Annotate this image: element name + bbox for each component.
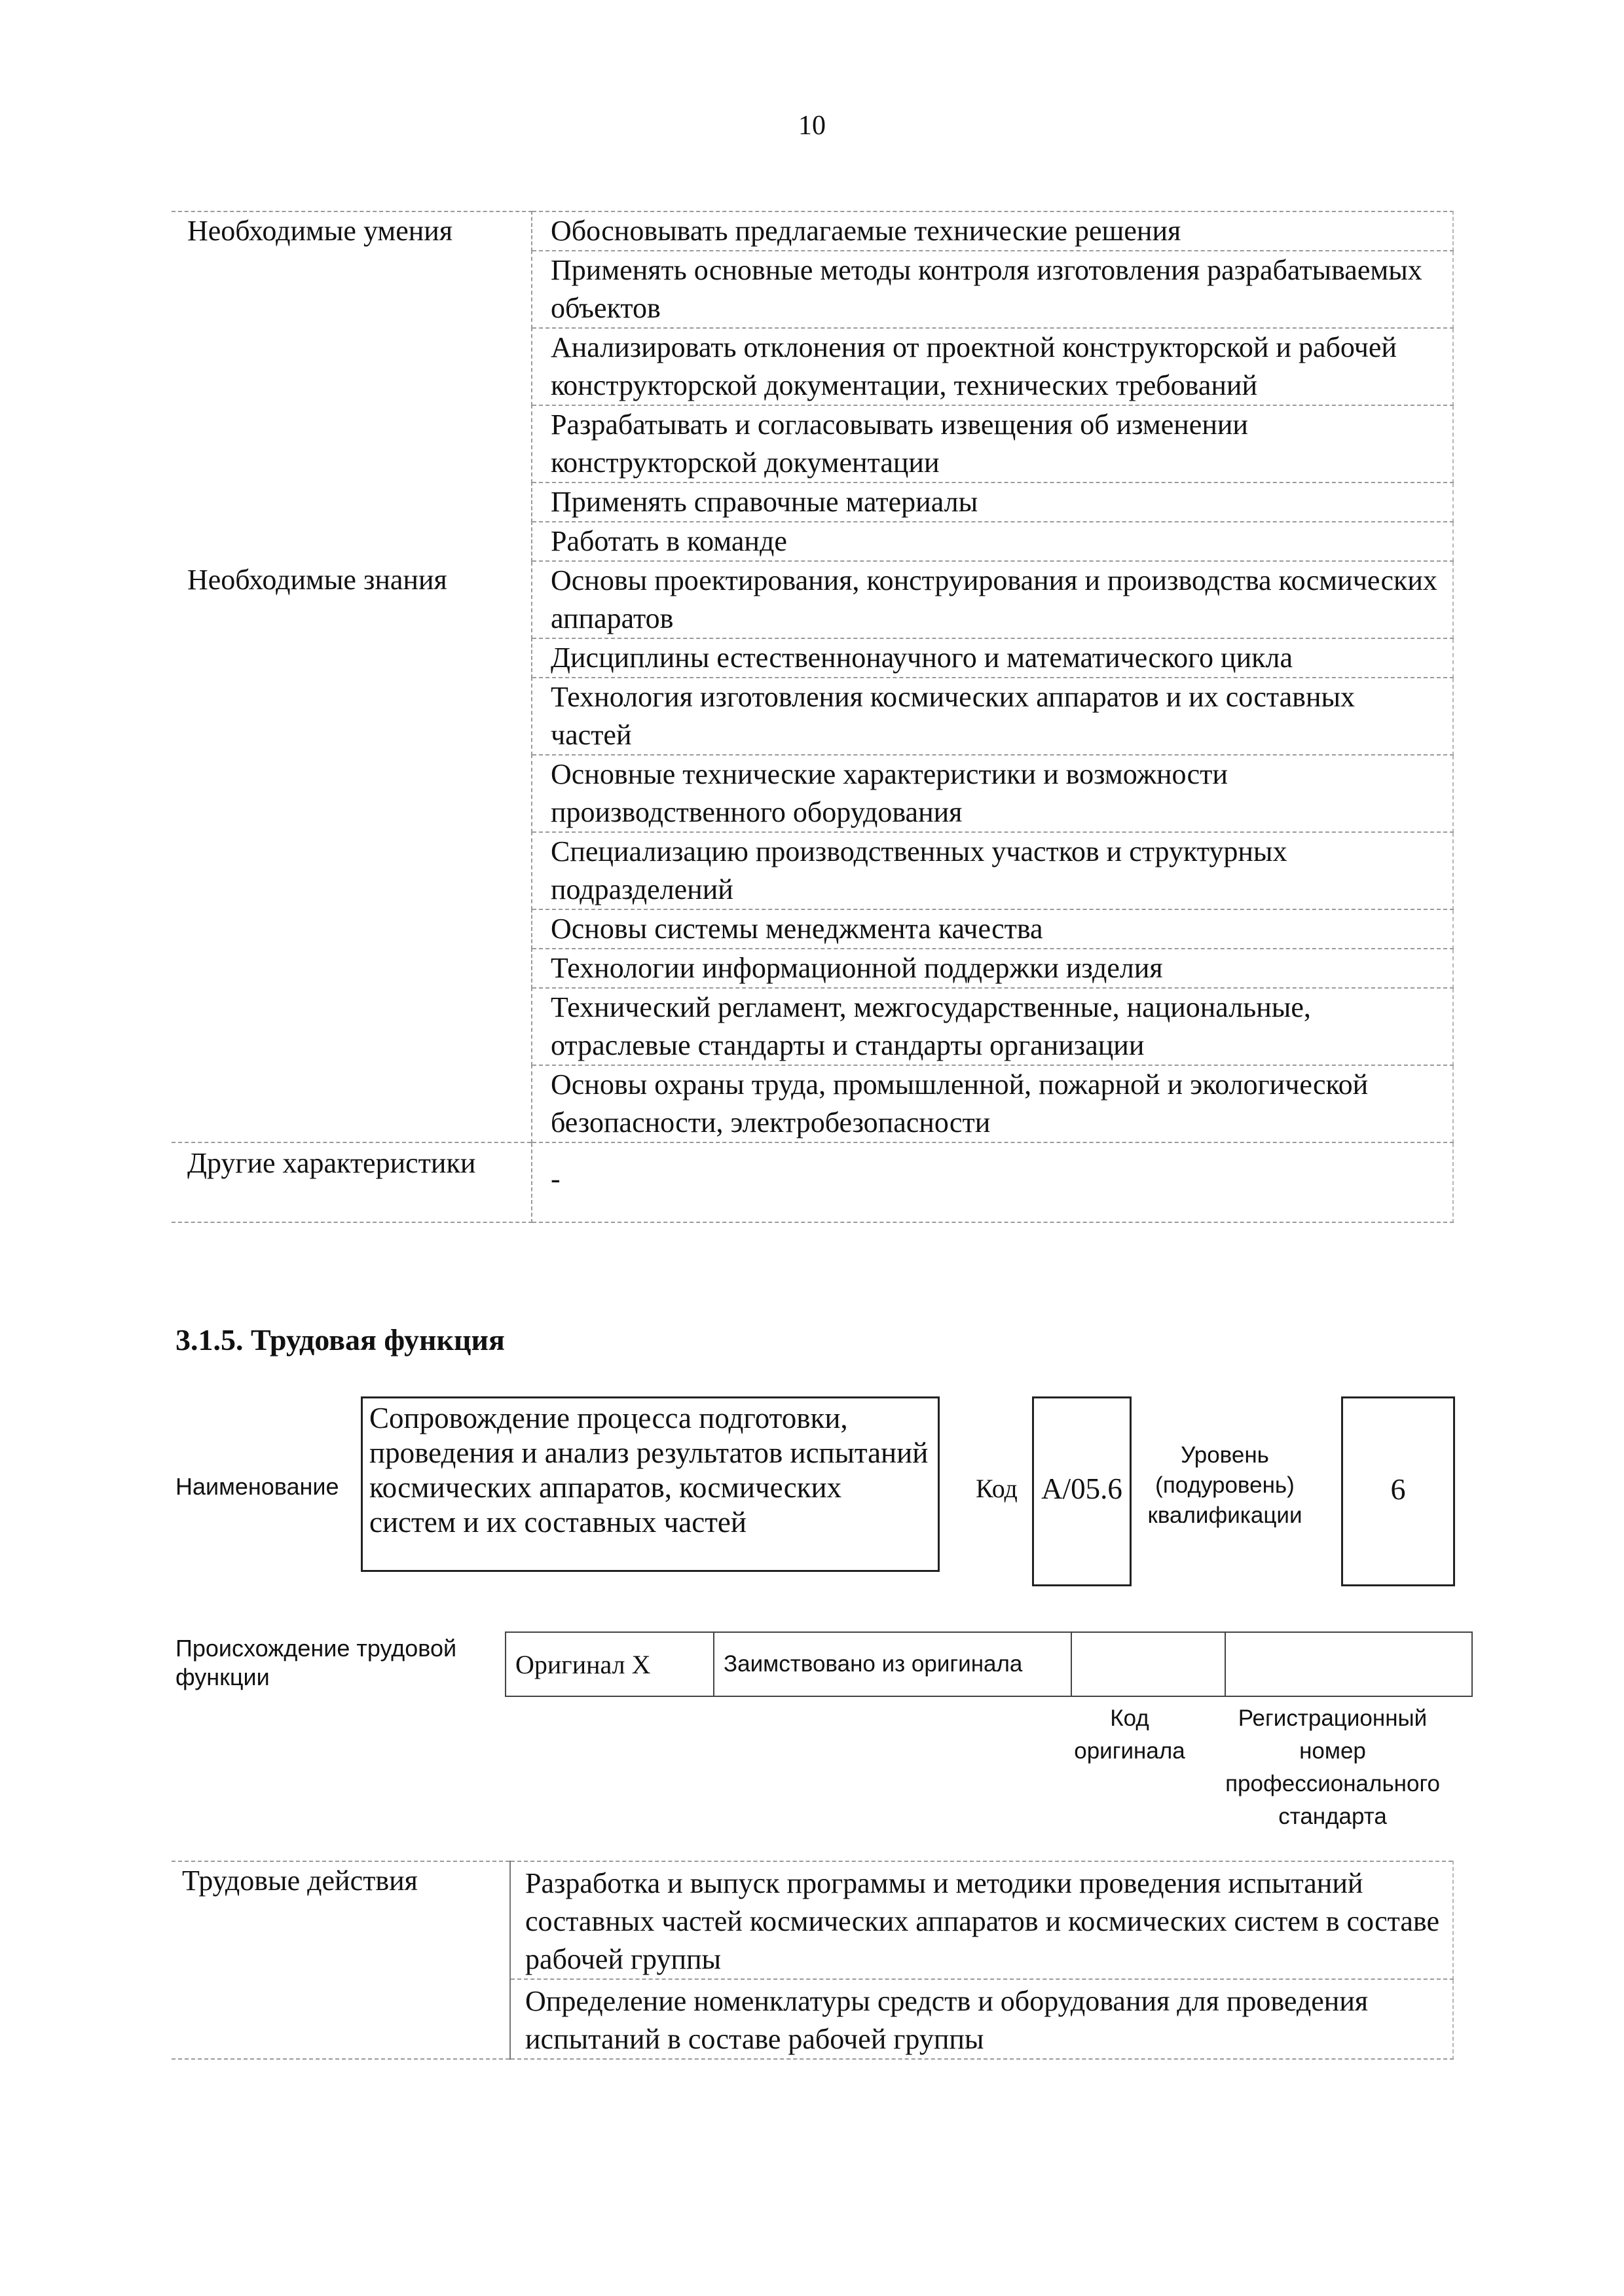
table-row [506, 1632, 1472, 1696]
knowledge-item: Основные технические характеристики и возможности производственного оборудования [532, 755, 1453, 832]
labor-action-item: Определение номенклатуры средств и оборудования для проведения испытаний в составе рабочей группы [510, 1979, 1453, 2059]
table-row [172, 1861, 1453, 1979]
skill-item: Применять справочные материалы [532, 483, 1453, 522]
function-name-label: Наименование [175, 1473, 339, 1500]
origin-code-cell [1071, 1632, 1225, 1696]
knowledge-label: Необходимые знания [172, 561, 532, 1142]
code-value: А/05.6 [1032, 1396, 1132, 1586]
skill-item: Обосновывать предлагаемые технические решения [532, 211, 1453, 251]
knowledge-item: Специализацию производственных участков и структурных подразделений [532, 832, 1453, 909]
labor-actions-label: Трудовые действия [172, 1861, 510, 2059]
origin-reg-number-cell [1225, 1632, 1472, 1696]
knowledge-item: Дисциплины естественнонаучного и математического цикла [532, 638, 1453, 678]
origin-reg-caption: Регистрационный номер профессионального стандарта [1225, 1705, 1440, 1829]
knowledge-item: Технический регламент, межгосударственные, национальные, отраслевые стандарты и стандарты организации [532, 988, 1453, 1065]
knowledge-item: Технологии информационной поддержки изделия [532, 949, 1453, 988]
labor-action-item: Разработка и выпуск программы и методики проведения испытаний составных частей космических аппаратов и космических систем в составе рабочей группы [510, 1861, 1453, 1979]
origin-label: Происхождение трудовой функции [175, 1635, 457, 1690]
origin-borrowed-cell: Заимствовано из оригинала [714, 1632, 1071, 1696]
skill-item: Анализировать отклонения от проектной конструкторской и рабочей конструкторской документации, технических требований [532, 328, 1453, 405]
skill-item: Разрабатывать и согласовывать извещения об изменении конструкторской документации [532, 405, 1453, 483]
table-row [172, 1142, 1453, 1222]
origin-original-cell: Оригинал X [506, 1632, 714, 1696]
qualification-level-value: 6 [1341, 1396, 1455, 1586]
knowledge-item: Основы охраны труда, промышленной, пожарной и экологической безопасности, электробезопасности [532, 1065, 1453, 1142]
origin-table [505, 1631, 1473, 1697]
skills-label: Необходимые умения [172, 211, 532, 561]
page-number: 10 [798, 111, 826, 141]
knowledge-item: Основы проектирования, конструирования и производства космических аппаратов [532, 561, 1453, 638]
section-title: 3.1.5. Трудовая функция [175, 1323, 505, 1357]
qualification-level-label: Уровень (подуровень) квалификации [1147, 1442, 1302, 1528]
knowledge-item: Технология изготовления космических аппаратов и их составных частей [532, 678, 1453, 755]
origin-code-caption: Код оригинала [1074, 1705, 1185, 1764]
other-value: - [532, 1142, 1453, 1222]
table-row [172, 211, 1453, 251]
other-label: Другие характеристики [172, 1142, 532, 1222]
table-row [172, 561, 1453, 638]
labor-actions-table [172, 1861, 1454, 2060]
requirements-table [172, 211, 1454, 1223]
knowledge-item: Основы системы менеджмента качества [532, 909, 1453, 949]
skill-item: Применять основные методы контроля изготовления разрабатываемых объектов [532, 251, 1453, 328]
skill-item: Работать в команде [532, 522, 1453, 561]
function-name-box: Сопровождение процесса подготовки, проведения и анализ результатов испытаний космических аппаратов, космических систем и их составных частей [361, 1396, 940, 1572]
code-label: Код [976, 1474, 1018, 1503]
